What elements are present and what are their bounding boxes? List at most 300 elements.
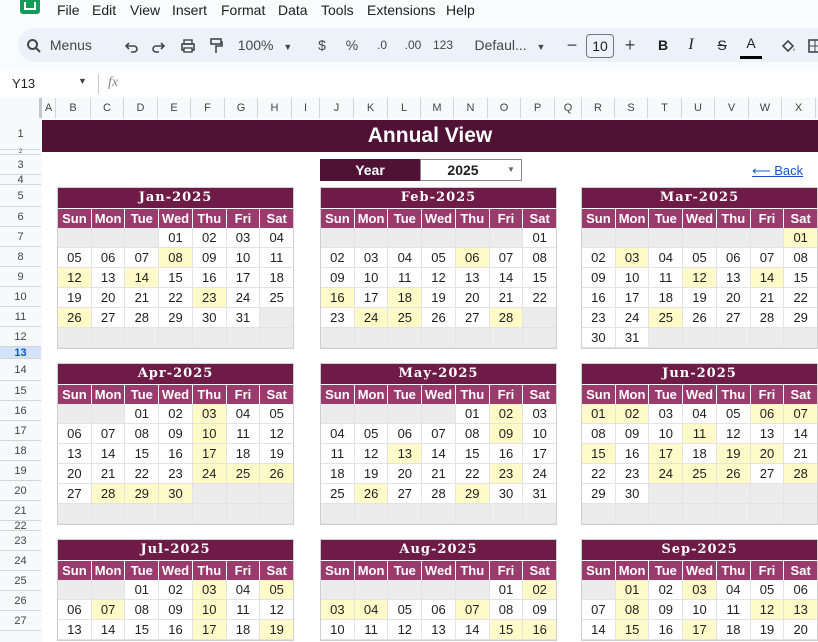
paint-format-button[interactable] <box>205 28 227 62</box>
day-cell[interactable]: 28 <box>784 464 817 484</box>
row-header[interactable]: 1 <box>0 118 41 150</box>
row-header[interactable]: 23 <box>0 531 41 551</box>
day-cell[interactable]: 15 <box>125 444 159 464</box>
day-cell[interactable]: 30 <box>582 328 616 348</box>
day-cell[interactable]: 26 <box>717 464 751 484</box>
day-cell[interactable]: 02 <box>523 580 556 600</box>
currency-format-button[interactable]: $ <box>318 37 326 53</box>
empty-day-cell[interactable] <box>92 328 126 348</box>
day-cell[interactable]: 22 <box>582 464 616 484</box>
day-cell[interactable]: 08 <box>490 600 524 620</box>
day-cell[interactable]: 16 <box>582 288 616 308</box>
day-cell[interactable]: 28 <box>125 308 159 328</box>
column-header[interactable]: J <box>320 98 354 118</box>
day-cell[interactable]: 08 <box>784 248 817 268</box>
day-cell[interactable]: 30 <box>193 308 227 328</box>
row-header[interactable]: 25 <box>0 571 41 591</box>
day-cell[interactable]: 02 <box>490 404 524 424</box>
empty-day-cell[interactable] <box>355 404 389 424</box>
day-cell[interactable]: 26 <box>260 464 293 484</box>
day-cell[interactable]: 06 <box>92 248 126 268</box>
empty-day-cell[interactable] <box>388 328 422 348</box>
empty-day-cell[interactable] <box>260 328 293 348</box>
empty-day-cell[interactable] <box>422 228 456 248</box>
empty-day-cell[interactable] <box>717 228 751 248</box>
day-cell[interactable]: 15 <box>582 444 616 464</box>
font-size-increase-button[interactable]: + <box>624 35 636 55</box>
day-cell[interactable]: 15 <box>125 620 159 640</box>
day-cell[interactable]: 09 <box>523 600 556 620</box>
day-cell[interactable]: 21 <box>125 288 159 308</box>
empty-day-cell[interactable] <box>193 504 227 524</box>
day-cell[interactable]: 20 <box>456 288 490 308</box>
day-cell[interactable]: 21 <box>92 464 126 484</box>
menu-help[interactable]: Help <box>446 2 475 18</box>
row-header[interactable]: 13 <box>0 347 41 359</box>
day-cell[interactable]: 03 <box>193 580 227 600</box>
day-cell[interactable]: 07 <box>582 600 616 620</box>
day-cell[interactable]: 23 <box>490 464 524 484</box>
empty-day-cell[interactable] <box>751 328 785 348</box>
day-cell[interactable]: 20 <box>58 464 92 484</box>
empty-day-cell[interactable] <box>321 404 355 424</box>
row-header[interactable]: 18 <box>0 441 41 461</box>
empty-day-cell[interactable] <box>717 504 751 524</box>
name-box[interactable]: Y13 <box>12 76 36 91</box>
day-cell[interactable]: 19 <box>683 288 717 308</box>
day-cell[interactable]: 06 <box>456 248 490 268</box>
day-cell[interactable]: 18 <box>388 288 422 308</box>
day-cell[interactable]: 18 <box>649 288 683 308</box>
empty-day-cell[interactable] <box>58 404 92 424</box>
empty-day-cell[interactable] <box>422 580 456 600</box>
day-cell[interactable]: 01 <box>456 404 490 424</box>
empty-day-cell[interactable] <box>227 328 261 348</box>
day-cell[interactable]: 27 <box>388 484 422 504</box>
sheets-logo-icon[interactable] <box>20 0 40 14</box>
row-header[interactable]: 6 <box>0 207 41 227</box>
empty-day-cell[interactable] <box>58 580 92 600</box>
empty-day-cell[interactable] <box>422 504 456 524</box>
column-header[interactable]: E <box>158 98 191 118</box>
day-cell[interactable]: 11 <box>321 444 355 464</box>
day-cell[interactable]: 01 <box>616 580 650 600</box>
day-cell[interactable]: 29 <box>784 308 817 328</box>
day-cell[interactable]: 06 <box>58 424 92 444</box>
day-cell[interactable]: 20 <box>717 288 751 308</box>
empty-day-cell[interactable] <box>58 328 92 348</box>
day-cell[interactable]: 01 <box>784 228 817 248</box>
day-cell[interactable]: 05 <box>388 600 422 620</box>
zoom-select[interactable] <box>236 28 294 62</box>
day-cell[interactable]: 14 <box>422 444 456 464</box>
day-cell[interactable]: 09 <box>490 424 524 444</box>
day-cell[interactable]: 11 <box>649 268 683 288</box>
day-cell[interactable]: 12 <box>58 268 92 288</box>
column-header[interactable]: W <box>749 98 782 118</box>
day-cell[interactable]: 01 <box>159 228 193 248</box>
column-header[interactable]: G <box>225 98 258 118</box>
day-cell[interactable]: 19 <box>717 444 751 464</box>
day-cell[interactable]: 23 <box>616 464 650 484</box>
day-cell[interactable]: 10 <box>227 248 261 268</box>
empty-day-cell[interactable] <box>388 580 422 600</box>
row-header[interactable]: 20 <box>0 481 41 501</box>
day-cell[interactable]: 08 <box>125 600 159 620</box>
empty-day-cell[interactable] <box>683 504 717 524</box>
day-cell[interactable]: 19 <box>355 464 389 484</box>
day-cell[interactable]: 02 <box>159 404 193 424</box>
empty-day-cell[interactable] <box>784 484 817 504</box>
day-cell[interactable]: 12 <box>388 620 422 640</box>
day-cell[interactable]: 26 <box>355 484 389 504</box>
day-cell[interactable]: 18 <box>717 620 751 640</box>
day-cell[interactable]: 13 <box>58 620 92 640</box>
row-header[interactable]: 10 <box>0 287 41 307</box>
empty-day-cell[interactable] <box>92 404 126 424</box>
day-cell[interactable]: 07 <box>490 248 524 268</box>
print-button[interactable] <box>177 28 199 62</box>
empty-day-cell[interactable] <box>751 228 785 248</box>
day-cell[interactable]: 25 <box>683 464 717 484</box>
column-header[interactable]: R <box>582 98 615 118</box>
day-cell[interactable]: 19 <box>260 620 293 640</box>
day-cell[interactable]: 07 <box>456 600 490 620</box>
column-header[interactable]: O <box>488 98 521 118</box>
day-cell[interactable]: 25 <box>227 464 261 484</box>
day-cell[interactable]: 19 <box>260 444 293 464</box>
day-cell[interactable]: 15 <box>159 268 193 288</box>
empty-day-cell[interactable] <box>490 328 524 348</box>
day-cell[interactable]: 26 <box>683 308 717 328</box>
empty-day-cell[interactable] <box>683 484 717 504</box>
day-cell[interactable]: 16 <box>649 620 683 640</box>
empty-day-cell[interactable] <box>616 228 650 248</box>
empty-day-cell[interactable] <box>125 328 159 348</box>
day-cell[interactable]: 13 <box>751 424 785 444</box>
empty-day-cell[interactable] <box>193 484 227 504</box>
column-header[interactable]: T <box>648 98 682 118</box>
column-header[interactable]: V <box>715 98 749 118</box>
day-cell[interactable]: 05 <box>355 424 389 444</box>
day-cell[interactable]: 15 <box>784 268 817 288</box>
strikethrough-button[interactable]: S <box>717 37 727 53</box>
day-cell[interactable]: 12 <box>751 600 785 620</box>
day-cell[interactable]: 13 <box>717 268 751 288</box>
day-cell[interactable]: 10 <box>355 268 389 288</box>
select-all-corner[interactable] <box>0 98 42 118</box>
empty-day-cell[interactable] <box>422 404 456 424</box>
day-cell[interactable]: 13 <box>456 268 490 288</box>
column-header[interactable]: H <box>258 98 292 118</box>
empty-day-cell[interactable] <box>523 504 556 524</box>
day-cell[interactable]: 11 <box>717 600 751 620</box>
column-header[interactable]: X <box>782 98 816 118</box>
day-cell[interactable]: 14 <box>751 268 785 288</box>
empty-day-cell[interactable] <box>159 328 193 348</box>
day-cell[interactable]: 05 <box>751 580 785 600</box>
empty-day-cell[interactable] <box>260 484 293 504</box>
day-cell[interactable]: 09 <box>193 248 227 268</box>
search-menus-button[interactable] <box>26 28 106 62</box>
column-header[interactable]: K <box>354 98 388 118</box>
day-cell[interactable]: 17 <box>193 620 227 640</box>
day-cell[interactable]: 03 <box>649 404 683 424</box>
row-header[interactable]: 7 <box>0 227 41 247</box>
empty-day-cell[interactable] <box>523 308 556 328</box>
menu-extensions[interactable]: Extensions <box>367 2 436 18</box>
day-cell[interactable]: 01 <box>490 580 524 600</box>
day-cell[interactable]: 22 <box>456 464 490 484</box>
row-header[interactable]: 19 <box>0 461 41 481</box>
bold-button[interactable]: B <box>657 37 669 53</box>
row-header[interactable]: 27 <box>0 611 41 631</box>
day-cell[interactable]: 12 <box>355 444 389 464</box>
day-cell[interactable]: 07 <box>92 600 126 620</box>
row-header[interactable]: 12 <box>0 327 41 347</box>
day-cell[interactable]: 16 <box>193 268 227 288</box>
day-cell[interactable]: 05 <box>58 248 92 268</box>
day-cell[interactable]: 12 <box>422 268 456 288</box>
day-cell[interactable]: 03 <box>616 248 650 268</box>
borders-button[interactable] <box>808 28 818 62</box>
empty-day-cell[interactable] <box>751 484 785 504</box>
day-cell[interactable]: 01 <box>125 404 159 424</box>
formula-input[interactable] <box>130 75 810 93</box>
empty-day-cell[interactable] <box>582 228 616 248</box>
day-cell[interactable]: 08 <box>523 248 556 268</box>
empty-day-cell[interactable] <box>92 504 126 524</box>
day-cell[interactable]: 11 <box>227 600 261 620</box>
column-header[interactable]: L <box>388 98 421 118</box>
day-cell[interactable]: 18 <box>227 620 261 640</box>
empty-day-cell[interactable] <box>260 504 293 524</box>
empty-day-cell[interactable] <box>193 328 227 348</box>
empty-day-cell[interactable] <box>321 504 355 524</box>
menu-tools[interactable]: Tools <box>321 2 354 18</box>
font-size-input[interactable]: 10 <box>586 34 614 58</box>
empty-day-cell[interactable] <box>456 580 490 600</box>
day-cell[interactable]: 28 <box>751 308 785 328</box>
day-cell[interactable]: 30 <box>616 484 650 504</box>
day-cell[interactable]: 03 <box>523 404 556 424</box>
day-cell[interactable]: 05 <box>422 248 456 268</box>
row-header[interactable]: 11 <box>0 307 41 327</box>
day-cell[interactable]: 05 <box>683 248 717 268</box>
day-cell[interactable]: 22 <box>125 464 159 484</box>
day-cell[interactable]: 26 <box>58 308 92 328</box>
day-cell[interactable]: 29 <box>456 484 490 504</box>
day-cell[interactable]: 02 <box>321 248 355 268</box>
day-cell[interactable]: 23 <box>321 308 355 328</box>
day-cell[interactable]: 15 <box>456 444 490 464</box>
day-cell[interactable]: 10 <box>649 424 683 444</box>
day-cell[interactable]: 04 <box>683 404 717 424</box>
day-cell[interactable]: 03 <box>355 248 389 268</box>
column-header[interactable]: I <box>292 98 320 118</box>
empty-day-cell[interactable] <box>616 504 650 524</box>
empty-day-cell[interactable] <box>456 504 490 524</box>
day-cell[interactable]: 13 <box>388 444 422 464</box>
empty-day-cell[interactable] <box>260 308 293 328</box>
empty-day-cell[interactable] <box>227 504 261 524</box>
row-header[interactable]: 26 <box>0 591 41 611</box>
day-cell[interactable]: 11 <box>683 424 717 444</box>
row-header[interactable]: 16 <box>0 401 41 421</box>
day-cell[interactable]: 02 <box>582 248 616 268</box>
day-cell[interactable]: 01 <box>523 228 556 248</box>
empty-day-cell[interactable] <box>355 228 389 248</box>
row-header[interactable]: 5 <box>0 185 41 207</box>
number-format-button[interactable]: 123 <box>432 38 454 52</box>
day-cell[interactable]: 06 <box>388 424 422 444</box>
day-cell[interactable]: 06 <box>58 600 92 620</box>
column-header[interactable]: B <box>56 98 91 118</box>
day-cell[interactable]: 04 <box>717 580 751 600</box>
day-cell[interactable]: 25 <box>388 308 422 328</box>
day-cell[interactable]: 23 <box>582 308 616 328</box>
column-header[interactable]: U <box>682 98 715 118</box>
day-cell[interactable]: 12 <box>683 268 717 288</box>
empty-day-cell[interactable] <box>355 504 389 524</box>
day-cell[interactable]: 08 <box>125 424 159 444</box>
day-cell[interactable]: 19 <box>422 288 456 308</box>
empty-day-cell[interactable] <box>321 328 355 348</box>
day-cell[interactable]: 02 <box>159 580 193 600</box>
day-cell[interactable]: 11 <box>355 620 389 640</box>
empty-day-cell[interactable] <box>456 228 490 248</box>
empty-day-cell[interactable] <box>92 228 126 248</box>
day-cell[interactable]: 06 <box>751 404 785 424</box>
day-cell[interactable]: 04 <box>649 248 683 268</box>
day-cell[interactable]: 16 <box>159 444 193 464</box>
empty-day-cell[interactable] <box>159 504 193 524</box>
day-cell[interactable]: 25 <box>260 288 293 308</box>
empty-day-cell[interactable] <box>649 328 683 348</box>
undo-button[interactable] <box>122 28 142 62</box>
day-cell[interactable]: 09 <box>321 268 355 288</box>
day-cell[interactable]: 04 <box>388 248 422 268</box>
day-cell[interactable]: 27 <box>717 308 751 328</box>
day-cell[interactable]: 09 <box>582 268 616 288</box>
day-cell[interactable]: 14 <box>125 268 159 288</box>
day-cell[interactable]: 07 <box>92 424 126 444</box>
day-cell[interactable]: 29 <box>125 484 159 504</box>
day-cell[interactable]: 03 <box>683 580 717 600</box>
increase-decimal-button[interactable]: .00 <box>404 38 422 52</box>
day-cell[interactable]: 01 <box>582 404 616 424</box>
menu-insert[interactable]: Insert <box>172 2 208 18</box>
day-cell[interactable]: 20 <box>92 288 126 308</box>
empty-day-cell[interactable] <box>388 228 422 248</box>
day-cell[interactable]: 18 <box>260 268 293 288</box>
empty-day-cell[interactable] <box>523 328 556 348</box>
empty-day-cell[interactable] <box>784 504 817 524</box>
day-cell[interactable]: 14 <box>456 620 490 640</box>
empty-day-cell[interactable] <box>751 504 785 524</box>
day-cell[interactable]: 19 <box>751 620 785 640</box>
empty-day-cell[interactable] <box>355 328 389 348</box>
day-cell[interactable]: 04 <box>260 228 293 248</box>
day-cell[interactable]: 14 <box>92 444 126 464</box>
day-cell[interactable]: 31 <box>616 328 650 348</box>
day-cell[interactable]: 14 <box>784 424 817 444</box>
day-cell[interactable]: 16 <box>159 620 193 640</box>
empty-day-cell[interactable] <box>58 504 92 524</box>
day-cell[interactable]: 07 <box>784 404 817 424</box>
row-header[interactable]: 21 <box>0 501 41 521</box>
day-cell[interactable]: 21 <box>784 444 817 464</box>
menu-edit[interactable]: Edit <box>92 2 117 18</box>
day-cell[interactable]: 20 <box>751 444 785 464</box>
day-cell[interactable]: 08 <box>456 424 490 444</box>
day-cell[interactable]: 28 <box>490 308 524 328</box>
column-header[interactable]: N <box>454 98 488 118</box>
day-cell[interactable]: 26 <box>422 308 456 328</box>
day-cell[interactable]: 30 <box>490 484 524 504</box>
day-cell[interactable]: 24 <box>649 464 683 484</box>
row-header[interactable]: 17 <box>0 421 41 441</box>
day-cell[interactable]: 21 <box>490 288 524 308</box>
day-cell[interactable]: 05 <box>260 404 293 424</box>
day-cell[interactable]: 17 <box>649 444 683 464</box>
day-cell[interactable]: 18 <box>227 444 261 464</box>
column-header[interactable]: D <box>124 98 158 118</box>
day-cell[interactable]: 06 <box>422 600 456 620</box>
empty-day-cell[interactable] <box>784 328 817 348</box>
row-header[interactable]: 3 <box>0 155 41 175</box>
day-cell[interactable]: 08 <box>616 600 650 620</box>
empty-day-cell[interactable] <box>582 504 616 524</box>
empty-day-cell[interactable] <box>717 484 751 504</box>
day-cell[interactable]: 04 <box>227 580 261 600</box>
day-cell[interactable]: 22 <box>523 288 556 308</box>
italic-button[interactable]: I <box>688 36 694 53</box>
font-select[interactable] <box>470 28 550 62</box>
day-cell[interactable]: 19 <box>58 288 92 308</box>
day-cell[interactable]: 24 <box>523 464 556 484</box>
day-cell[interactable]: 03 <box>193 404 227 424</box>
day-cell[interactable]: 18 <box>683 444 717 464</box>
day-cell[interactable]: 11 <box>388 268 422 288</box>
day-cell[interactable]: 10 <box>193 424 227 444</box>
menu-file[interactable]: File <box>57 2 80 18</box>
day-cell[interactable]: 18 <box>321 464 355 484</box>
empty-day-cell[interactable] <box>125 228 159 248</box>
day-cell[interactable]: 27 <box>92 308 126 328</box>
day-cell[interactable]: 21 <box>422 464 456 484</box>
menu-data[interactable]: Data <box>278 2 308 18</box>
day-cell[interactable]: 13 <box>422 620 456 640</box>
day-cell[interactable]: 31 <box>227 308 261 328</box>
day-cell[interactable]: 16 <box>321 288 355 308</box>
day-cell[interactable]: 04 <box>227 404 261 424</box>
column-header[interactable]: P <box>521 98 555 118</box>
day-cell[interactable]: 01 <box>125 580 159 600</box>
row-header[interactable]: 14 <box>0 359 41 381</box>
day-cell[interactable]: 27 <box>58 484 92 504</box>
day-cell[interactable]: 10 <box>321 620 355 640</box>
day-cell[interactable]: 07 <box>125 248 159 268</box>
day-cell[interactable]: 31 <box>523 484 556 504</box>
day-cell[interactable]: 28 <box>92 484 126 504</box>
day-cell[interactable]: 04 <box>321 424 355 444</box>
empty-day-cell[interactable] <box>321 228 355 248</box>
day-cell[interactable]: 29 <box>159 308 193 328</box>
empty-day-cell[interactable] <box>649 484 683 504</box>
decrease-decimal-button[interactable]: .0 <box>376 38 387 52</box>
day-cell[interactable]: 24 <box>227 288 261 308</box>
